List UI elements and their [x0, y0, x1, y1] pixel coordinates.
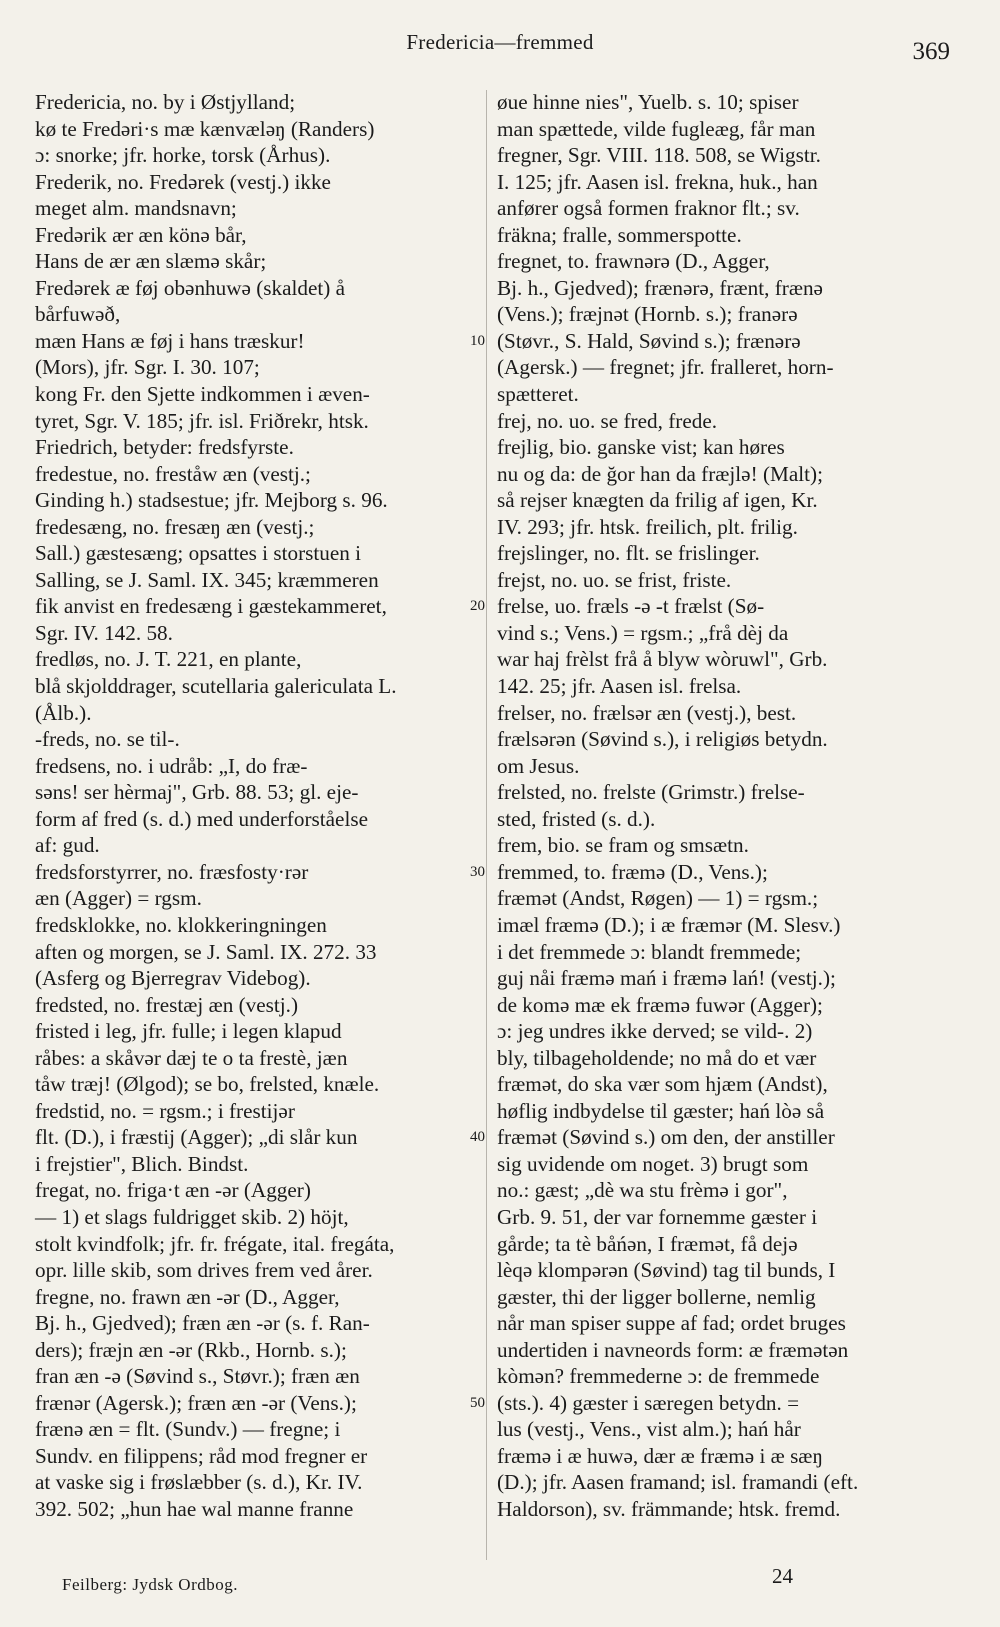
- text-line: fran æn -ə (Søvind s., Støvr.); fræn æn: [35, 1364, 360, 1389]
- text-line: kong Fr. den Sjette indkommen i æven-: [35, 382, 370, 407]
- text-line: Ginding h.) stadsestue; jfr. Mejborg s. 96.: [35, 488, 388, 513]
- text-line: frænər (Agersk.); fræn æn -ər (Vens.);: [35, 1390, 357, 1415]
- right-column: [497, 89, 939, 1523]
- running-head: Fredericia—fremmed: [406, 30, 594, 54]
- text-line: undertiden i navneords form: æ fræmətən: [497, 1337, 849, 1362]
- text-line: kø te Fredəri·s mæ kænvæləŋ (Randers): [35, 116, 375, 141]
- text-line: Fredərik ær æn könə bår,: [35, 222, 247, 247]
- text-line: at vaske sig i frøslæbber (s. d.), Kr. IV.: [35, 1470, 363, 1495]
- line-number: 40: [470, 1129, 485, 1146]
- text-line: nu og da: de ğor han da fræjlə! (Malt);: [497, 461, 823, 486]
- text-line: guj nåi fræmə mań i fræmə lań! (vestj.);: [497, 966, 836, 991]
- text-line: lèqə klompərən (Søvind) tag til bunds, I: [497, 1258, 836, 1283]
- text-line: (D.); jfr. Aasen framand; isl. framandi (eft.: [497, 1470, 859, 1495]
- text-line: (Ålb.).: [35, 700, 92, 725]
- text-line: så rejser knægten da frilig af igen, Kr.: [497, 488, 818, 513]
- text-line: lus (vestj., Vens., vist alm.); hań hår: [497, 1417, 801, 1442]
- line-number: 10: [470, 332, 485, 349]
- text-line: fräkna; fralle, sommerspotte.: [497, 222, 742, 247]
- text-line: anfører også formen fraknor flt.; sv.: [497, 196, 800, 221]
- left-column: [35, 89, 477, 1523]
- text-line: bly, tilbageholdende; no må do et vær: [497, 1045, 817, 1070]
- text-line: af: gud.: [35, 833, 100, 858]
- text-line: man spættede, vilde fugleæg, får man: [497, 116, 816, 141]
- text-line: fredesæng, no. fresæŋ æn (vestj.;: [35, 514, 315, 539]
- text-line: stolt kvindfolk; jfr. fr. frégate, ital. fregáta,: [35, 1231, 395, 1256]
- text-line: tyret, Sgr. V. 185; jfr. isl. Friðrekr, htsk.: [35, 408, 369, 433]
- text-line: råbes: a skåvər dæj te o ta frestè, jæn: [35, 1045, 348, 1070]
- text-line: mæn Hans æ føj i hans træskur!: [35, 328, 305, 353]
- text-line: tåw træj! (Ølgod); se bo, frelsted, knæle.: [35, 1072, 380, 1097]
- text-line: (Vens.); fræjnət (Hornb. s.); franərə: [497, 302, 798, 327]
- text-line: fredsted, no. frestæj æn (vestj.): [35, 992, 299, 1017]
- text-line: IV. 293; jfr. htsk. freilich, plt. frilig.: [497, 514, 798, 539]
- text-line: Sall.) gæstesæng; opsattes i storstuen i: [35, 541, 362, 566]
- text-line: (Agersk.) — fregnet; jfr. fralleret, horn-: [497, 355, 834, 380]
- text-line: æn (Agger) = rgsm.: [35, 886, 202, 911]
- text-line: ɔ: jeg undres ikke derved; se vild-. 2): [497, 1019, 813, 1044]
- line-number: 20: [470, 598, 485, 615]
- text-line: fredsens, no. i udråb: „I, do fræ-: [35, 753, 308, 778]
- text-line: fredsklokke, no. klokkeringningen: [35, 912, 327, 937]
- text-line: ders); fræjn æn -ər (Rkb., Hornb. s.);: [35, 1337, 347, 1362]
- text-line: (Asferg og Bjerregrav Videbog).: [35, 966, 311, 991]
- text-line: Grb. 9. 51, der var fornemme gæster i: [497, 1204, 818, 1229]
- text-line: opr. lille skib, som drives frem ved årer.: [35, 1258, 373, 1283]
- text-line: 142. 25; jfr. Aasen isl. frelsa.: [497, 674, 742, 699]
- text-line: om Jesus.: [497, 753, 580, 778]
- text-line: (Mors), jfr. Sgr. I. 30. 107;: [35, 355, 260, 380]
- text-line: Haldorson), sv. främmande; htsk. fremd.: [497, 1496, 841, 1521]
- text-line: fregnet, to. frawnərə (D., Agger,: [497, 249, 770, 274]
- text-line: fræmət, do ska vær som hjæm (Andst),: [497, 1072, 828, 1097]
- text-line: fregner, Sgr. VIII. 118. 508, se Wigstr.: [497, 143, 821, 168]
- text-line: kòmən? fremmederne ɔ: de fremmede: [497, 1364, 820, 1389]
- text-line: fræmə i æ huwə, dær æ fræmə i æ sæŋ: [497, 1443, 823, 1468]
- text-line: spætteret.: [497, 382, 579, 407]
- text-line: Bj. h., Gjedved); fræn æn -ər (s. f. Ran-: [35, 1311, 370, 1336]
- text-line: frænə æn = flt. (Sundv.) — fregne; i: [35, 1417, 341, 1442]
- text-line: blå skjolddrager, scutellaria galericulata L.: [35, 674, 397, 699]
- text-line: form af fred (s. d.) med underforståelse: [35, 806, 368, 831]
- text-line: Sgr. IV. 142. 58.: [35, 620, 173, 645]
- text-line: no.: gæst; „dè wa stu frèmə i gor",: [497, 1178, 788, 1203]
- text-line: fræmət (Andst, Røgen) — 1) = rgsm.;: [497, 886, 819, 911]
- text-line: frejslinger, no. flt. se frislinger.: [497, 541, 760, 566]
- text-line: høflig indbydelse til gæster; hań lòə så: [497, 1098, 825, 1123]
- text-line: fristed i leg, jfr. fulle; i legen klapud: [35, 1019, 342, 1044]
- text-line: gæster, thi der ligger bollerne, nemlig: [497, 1284, 816, 1309]
- text-line: Sundv. en filippens; råd mod fregner er: [35, 1443, 368, 1468]
- text-line: Fredericia, no. by i Østjylland;: [35, 90, 296, 114]
- text-line: war haj frèlst frå å blyw wòruwl", Grb.: [497, 647, 828, 672]
- text-line: frej, no. uo. se fred, frede.: [497, 408, 718, 433]
- text-line: (sts.). 4) gæster i særegen betydn. =: [497, 1390, 800, 1415]
- text-line: Fredərek æ føj obənhuwə (skaldet) å: [35, 275, 346, 300]
- text-line: fræmət (Søvind s.) om den, der anstiller: [497, 1125, 835, 1150]
- text-line: gårde; ta tè båńən, I fræmət, få dejə: [497, 1231, 798, 1256]
- footer-source: Feilberg: Jydsk Ordbog.: [62, 1575, 238, 1594]
- text-line: ɔ: snorke; jfr. horke, torsk (Århus).: [35, 143, 331, 168]
- text-line: səns! ser hèrmaj", Grb. 88. 53; gl. eje-: [35, 780, 359, 805]
- text-line: frem, bio. se fram og smsætn.: [497, 833, 749, 858]
- text-line: Friedrich, betyder: fredsfyrste.: [35, 435, 294, 460]
- text-line: aften og morgen, se J. Saml. IX. 272. 33: [35, 939, 377, 964]
- text-line: fik anvist en fredesæng i gæstekammeret,: [35, 594, 387, 619]
- text-line: (Støvr., S. Hald, Søvind s.); frænərə: [497, 328, 801, 353]
- text-line: fredstid, no. = rgsm.; i frestijər: [35, 1098, 295, 1123]
- line-number: 30: [470, 863, 485, 880]
- text-line: -freds, no. se til-.: [35, 727, 180, 752]
- text-line: imæl fræmə (D.); i æ fræmər (M. Slesv.): [497, 912, 841, 937]
- text-line: fregat, no. friga·t æn -ər (Agger): [35, 1178, 311, 1203]
- text-line: fregne, no. frawn æn -ər (D., Agger,: [35, 1284, 340, 1309]
- text-line: fredsforstyrrer, no. fræsfosty·rər: [35, 859, 309, 884]
- text-line: 392. 502; „hun hae wal manne franne: [35, 1496, 354, 1521]
- text-line: de komə mæ ek fræmə fuwər (Agger);: [497, 992, 823, 1017]
- text-line: i det fremmede ɔ: blandt fremmede;: [497, 939, 802, 964]
- text-line: fredestue, no. freståw æn (vestj.;: [35, 461, 311, 486]
- text-line: bårfuwəð,: [35, 302, 121, 327]
- text-line: frelse, uo. fræls -ə -t frælst (Sø-: [497, 594, 765, 619]
- text-line: fremmed, to. fræmə (D., Vens.);: [497, 859, 768, 884]
- column-divider: [486, 90, 487, 1560]
- text-line: vind s.; Vens.) = rgsm.; „frå dèj da: [497, 620, 789, 645]
- text-line: Salling, se J. Saml. IX. 345; kræmmeren: [35, 567, 379, 592]
- page-number: 369: [912, 38, 950, 65]
- text-line: fredløs, no. J. T. 221, en plante,: [35, 647, 302, 672]
- text-line: øue hinne nies", Yuelb. s. 10; spiser: [497, 90, 799, 114]
- text-line: i frejstier", Blich. Bindst.: [35, 1151, 249, 1176]
- text-line: frejst, no. uo. se frist, friste.: [497, 567, 732, 592]
- text-line: frejlig, bio. ganske vist; kan høres: [497, 435, 785, 460]
- text-line: frælsərən (Søvind s.), i religiøs betydn.: [497, 727, 828, 752]
- text-line: — 1) et slags fuldrigget skib. 2) höjt,: [35, 1204, 349, 1229]
- text-line: sig uvidende om noget. 3) brugt som: [497, 1151, 809, 1176]
- sheet-signature: 24: [772, 1564, 793, 1588]
- text-line: flt. (D.), i fræstij (Agger); „di slår kun: [35, 1125, 358, 1150]
- text-line: sted, fristed (s. d.).: [497, 806, 656, 831]
- text-line: I. 125; jfr. Aasen isl. frekna, huk., han: [497, 169, 818, 194]
- text-line: Frederik, no. Fredərek (vestj.) ikke: [35, 169, 331, 194]
- text-line: frelser, no. frælsər æn (vestj.), best.: [497, 700, 797, 725]
- text-line: Bj. h., Gjedved); frænərə, frænt, frænə: [497, 275, 823, 300]
- text-line: meget alm. mandsnavn;: [35, 196, 237, 221]
- text-line: Hans de ær æn slæmə skår;: [35, 249, 267, 274]
- line-number: 50: [470, 1394, 485, 1411]
- text-line: når man spiser suppe af fad; ordet bruges: [497, 1311, 846, 1336]
- text-line: frelsted, no. frelste (Grimstr.) frelse-: [497, 780, 805, 805]
